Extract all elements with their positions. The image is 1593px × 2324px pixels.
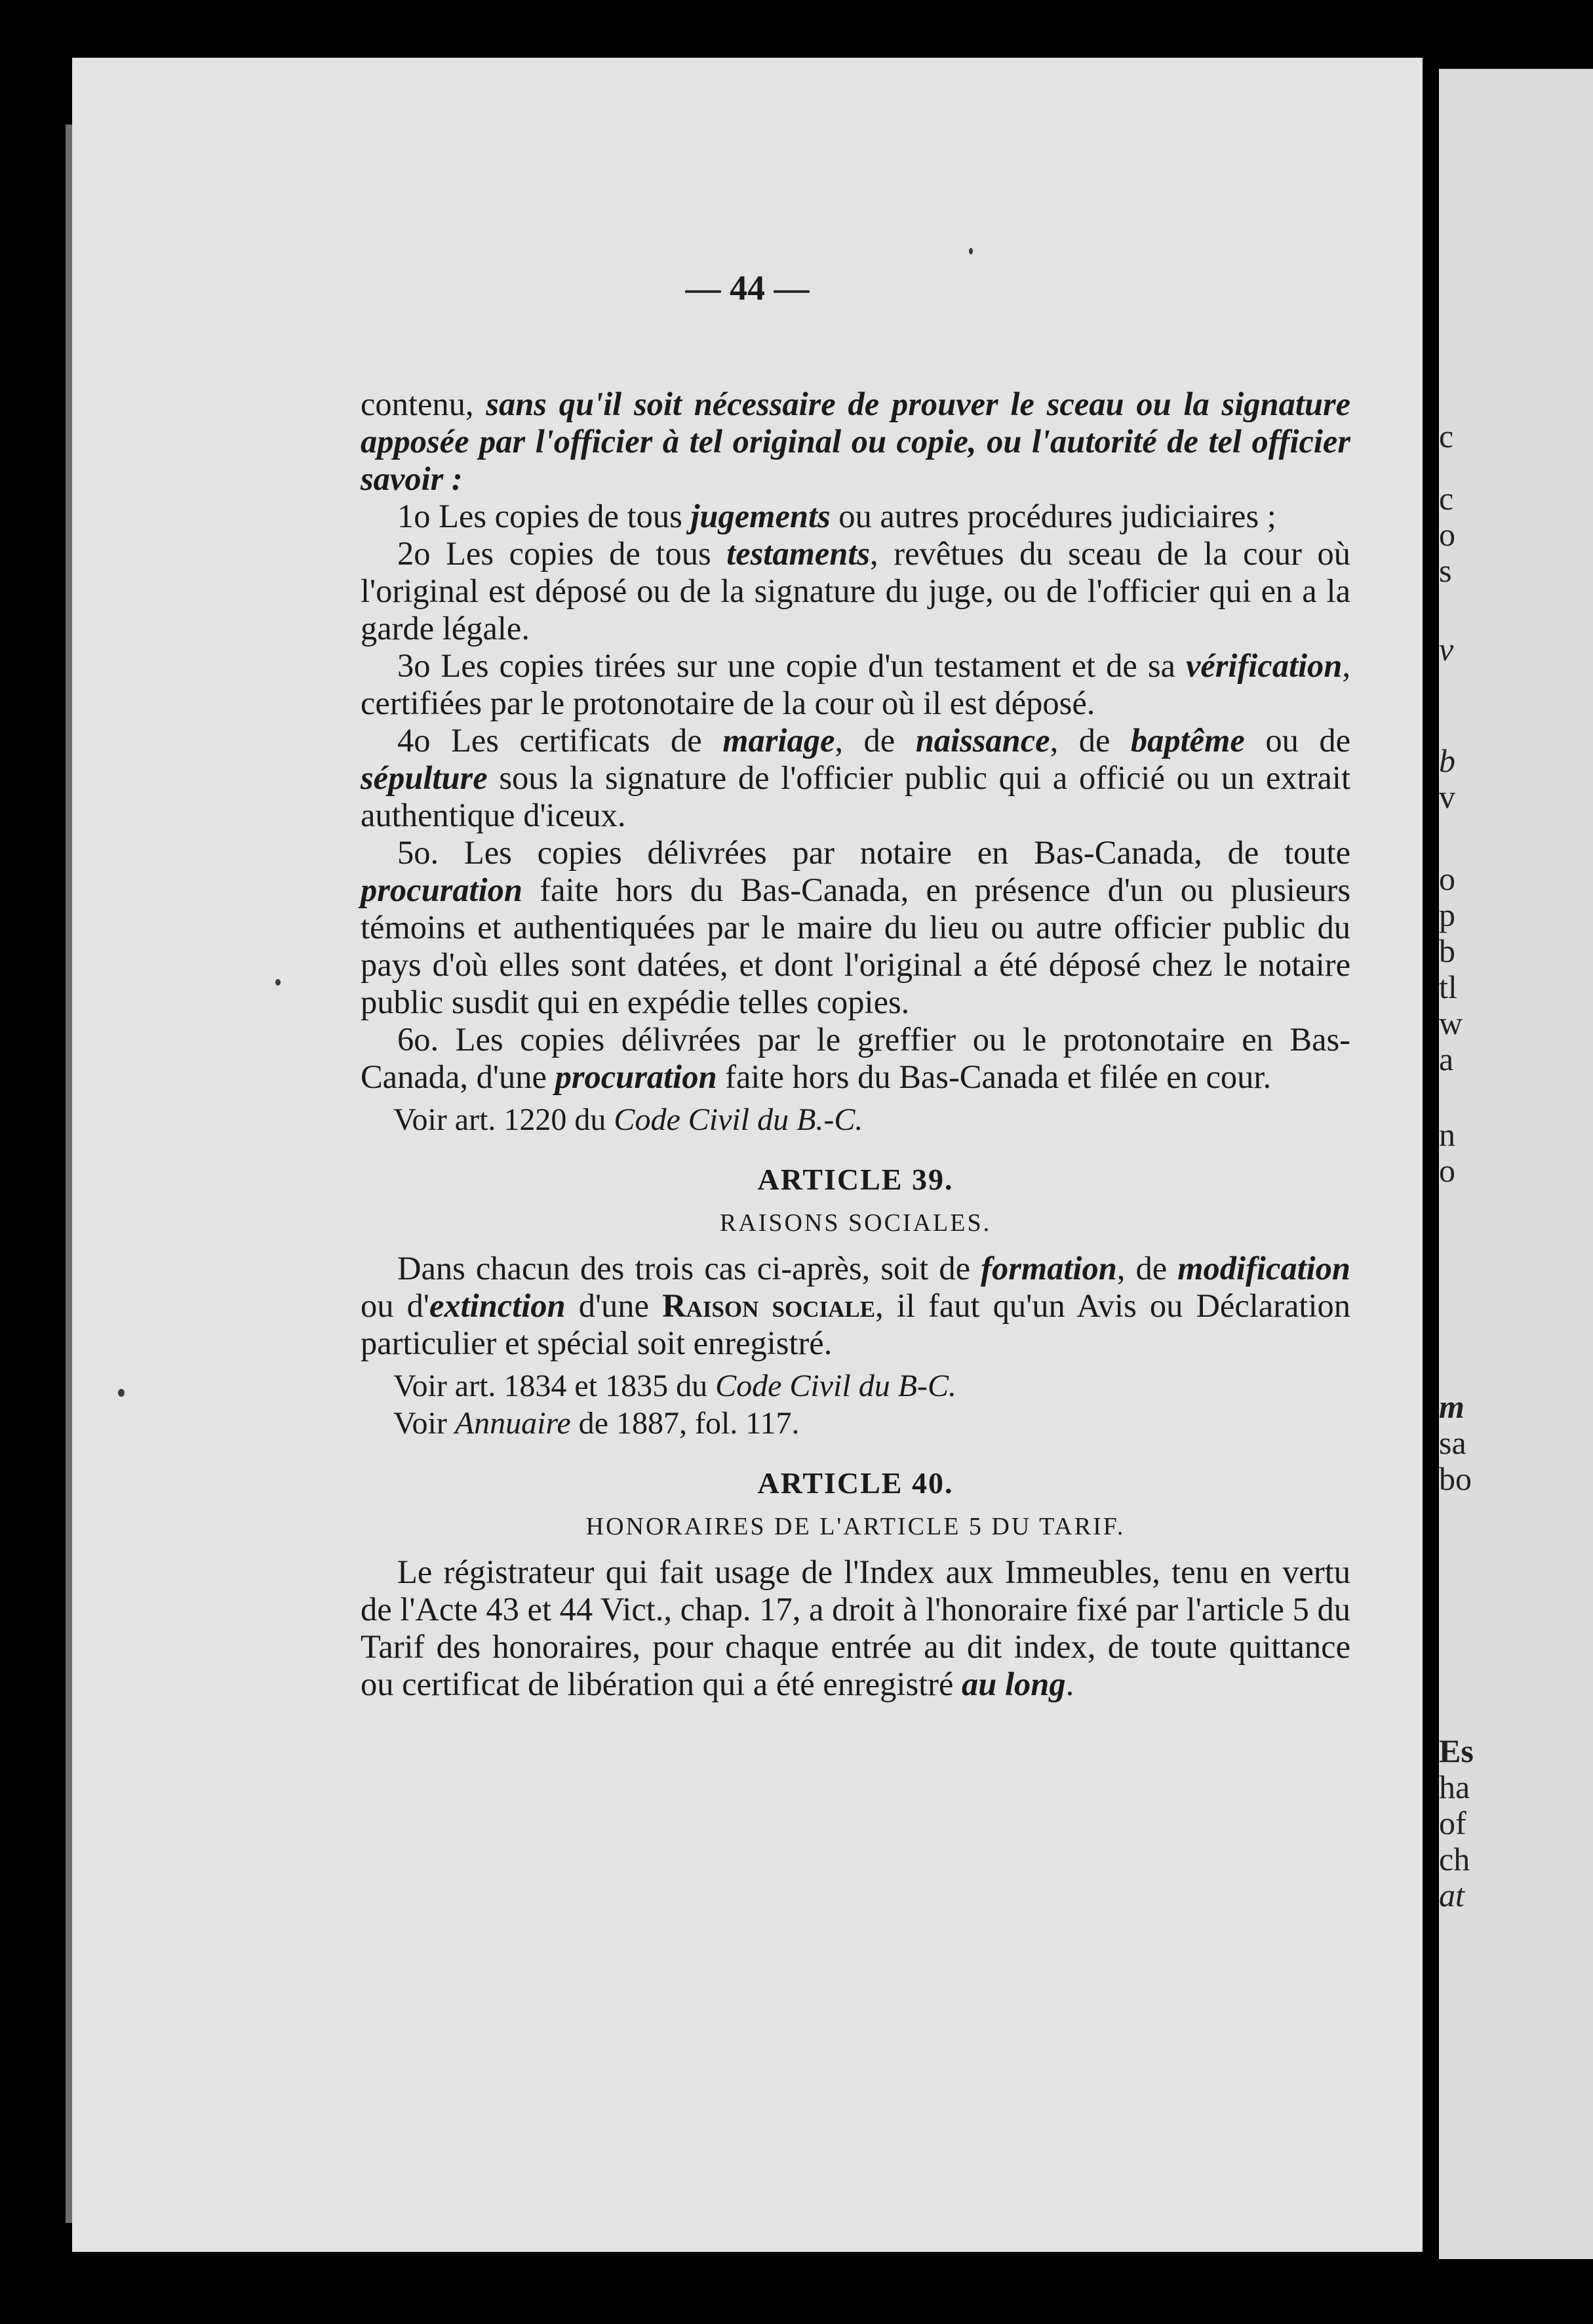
article-39-subtitle: RAISONS SOCIALES.	[719, 1209, 992, 1237]
fragment: s	[1439, 552, 1452, 589]
page-body	[361, 386, 1350, 1703]
article-40-title: ARTICLE 40.	[757, 1466, 954, 1500]
fragment: w	[1439, 1005, 1463, 1041]
fragment: at	[1439, 1877, 1465, 1913]
fragment: b	[1439, 932, 1455, 969]
fragment: o	[1439, 516, 1455, 553]
list-item: 2o Les copies de tous testaments, revêtues du sceau de la cour où l'original est déposé ou de la signature du juge, ou de l'officier qui en a la garde légale.	[361, 535, 1350, 647]
intro-italic: sans qu'il soit nécessaire de prouver le sceau ou la signature apposée par l'officier à tel original ou copie, ou l'autorité de tel officier savoir :	[361, 386, 1351, 497]
fragment: p	[1439, 896, 1455, 933]
fragment: c	[1439, 418, 1454, 454]
fragment: c	[1439, 480, 1454, 517]
fragment: ch	[1439, 1841, 1470, 1877]
list-item: 6o. Les copies délivrées par le greffier ou le protonotaire en Bas-Canada, d'une procuration faite hors du Bas-Canada et filée en cour.	[361, 1021, 1350, 1095]
fragment: o	[1439, 860, 1455, 897]
fragment: ha	[1439, 1769, 1470, 1805]
reference-note: Voir art. 1220 du Code Civil du B.-C.	[393, 1102, 863, 1137]
list-item: 4o Les certificats de mariage, de naissance, de baptême ou de sépulture sous la signature de l'officier public qui a officié ou un extrait authentique d'iceux.	[361, 722, 1351, 833]
fragment: v	[1439, 631, 1454, 668]
article-39-title: ARTICLE 39.	[757, 1163, 954, 1196]
fragment: o	[1439, 1152, 1455, 1189]
list-item: 1o Les copies de tous jugements ou autres procédures judiciaires ;	[397, 498, 1276, 534]
article-40-subtitle: HONORAIRES DE L'ARTICLE 5 DU TARIF.	[585, 1513, 1126, 1540]
fragment: of	[1439, 1805, 1466, 1841]
list-item: 5o. Les copies délivrées par notaire en Bas-Canada, de toute procuration faite hors du Bas-Canada, en présence d'un ou plusieurs témoins et authentiquées par le maire du lieu ou autre officier public du pays d'où elles sont datées, et dont l'original a été déposé chez le notaire public susdit qui en expédie telles copies.	[361, 834, 1350, 1020]
speck-mark	[275, 979, 281, 986]
speck-mark	[118, 1389, 125, 1397]
page-number: — 44 —	[685, 268, 810, 308]
article-39-paragraph: Dans chacun des trois cas ci-après, soit de formation, de modification ou d'extinction d'une Raison sociale, il faut qu'un Avis ou Déclaration particulier et spécial soit enregistré.	[361, 1250, 1350, 1361]
fragment: bo	[1439, 1460, 1472, 1497]
adjacent-page	[1439, 69, 1593, 2259]
speck-mark	[969, 248, 973, 254]
fragment: b	[1439, 742, 1455, 779]
intro-paragraph: contenu, sans qu'il soit nécessaire de prouver le sceau ou la signature apposée par l'officier à tel original ou copie, ou l'autorité de tel officier savoir :	[361, 386, 1351, 497]
list-item: 3o Les copies tirées sur une copie d'un testament et de sa vérification, certifiées par le protonotaire de la cour où il est déposé.	[361, 647, 1350, 721]
fragment: tl	[1439, 969, 1457, 1005]
fragment: sa	[1439, 1424, 1466, 1461]
fragment: a	[1439, 1041, 1454, 1077]
fragment: Es	[1439, 1733, 1474, 1769]
fragment: v	[1439, 778, 1455, 815]
reference-note: Voir Annuaire de 1887, fol. 117.	[393, 1406, 800, 1441]
article-40-paragraph: Le régistrateur qui fait usage de l'Index aux Immeubles, tenu en vertu de l'Acte 43 et 44 Vict., chap. 17, a droit à l'honoraire fixé par l'article 5 du Tarif des honoraires, pour chaque entrée au dit index, de toute quittance ou certificat de libération qui a été enregistré au long.	[361, 1553, 1350, 1702]
fragment: n	[1439, 1116, 1455, 1153]
reference-note: Voir art. 1834 et 1835 du Code Civil du B-C.	[393, 1369, 957, 1403]
fragment: m	[1439, 1388, 1465, 1425]
scanned-page	[72, 58, 1423, 2252]
